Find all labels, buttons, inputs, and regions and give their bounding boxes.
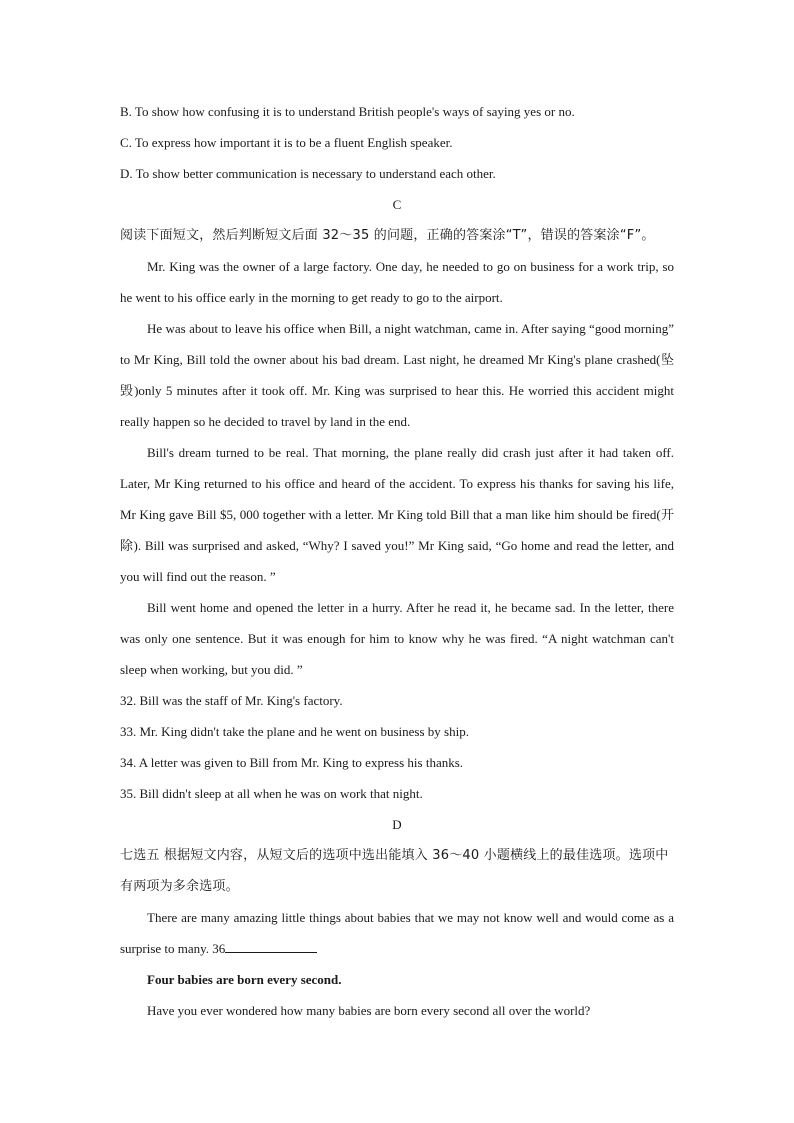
section-d-label: D	[392, 817, 402, 832]
question-32: 32. Bill was the staff of Mr. King's factory.	[120, 693, 343, 708]
option-c: C. To express how important it is to be a fluent English speaker.	[120, 135, 453, 150]
document-page	[120, 96, 674, 1026]
passage-paragraph: Mr. King was the owner of a large factory. One day, he needed to go on business for a work trip, so he went to his office early in the morning to get ready to go to the airport.	[120, 259, 674, 305]
passage-paragraph: Bill's dream turned to be real. That morning, the plane really did crash just after it had taken off. Later, Mr King returned to his office and heard of the accident. To express his thanks for saving his life, Mr King gave Bill $5, 000 together with a letter. Mr King told Bill that a man like him should be fired(开除). Bill was surprised and asked, “Why? I saved you!” Mr King said, “Go home and read the letter, and you will find out the reason. ”	[120, 445, 674, 584]
passage-paragraph: He was about to leave his office when Bill, a night watchman, came in. After saying “good morning” to Mr King, Bill told the owner about his bad dream. Last night, he dreamed Mr King's plane crashed(坠毁)only 5 minutes after it took off. Mr. King was surprised to hear this. He worried this accident might really happen so he decided to travel by land in the end.	[120, 321, 674, 429]
option-d: D. To show better communication is necessary to understand each other.	[120, 166, 496, 181]
question-35: 35. Bill didn't sleep at all when he was on work that night.	[120, 786, 423, 801]
question-34: 34. A letter was given to Bill from Mr. King to express his thanks.	[120, 755, 464, 770]
passage-paragraph	[120, 902, 674, 964]
passage-paragraph: Have you ever wondered how many babies are born every second all over the world?	[147, 1003, 591, 1018]
answer-blank-36[interactable]	[225, 940, 317, 953]
passage-heading: Four babies are born every second.	[147, 972, 342, 987]
option-b: B. To show how confusing it is to understand British people's ways of saying yes or no.	[120, 104, 575, 119]
section-d-instruction: 七选五 根据短文内容，从短文后的选项中选出能填入 36～40 小题横线上的最佳选项。选项中有两项为多余选项。	[120, 848, 669, 894]
question-33: 33. Mr. King didn't take the plane and he went on business by ship.	[120, 724, 469, 739]
section-c-label: C	[392, 197, 402, 212]
section-c-instruction: 阅读下面短文，然后判断短文后面 32～35 的问题，正确的答案涂“T”，错误的答案涂“F”。	[120, 228, 655, 243]
passage-paragraph: Bill went home and opened the letter in a hurry. After he read it, he became sad. In the letter, there was only one sentence. But it was enough for him to know why he was fired. “A night watchman can't sleep when working, but you did. ”	[120, 600, 674, 677]
paragraph-text: There are many amazing little things about babies that we may not know well and would come as a surprise to many. 36	[120, 910, 674, 956]
